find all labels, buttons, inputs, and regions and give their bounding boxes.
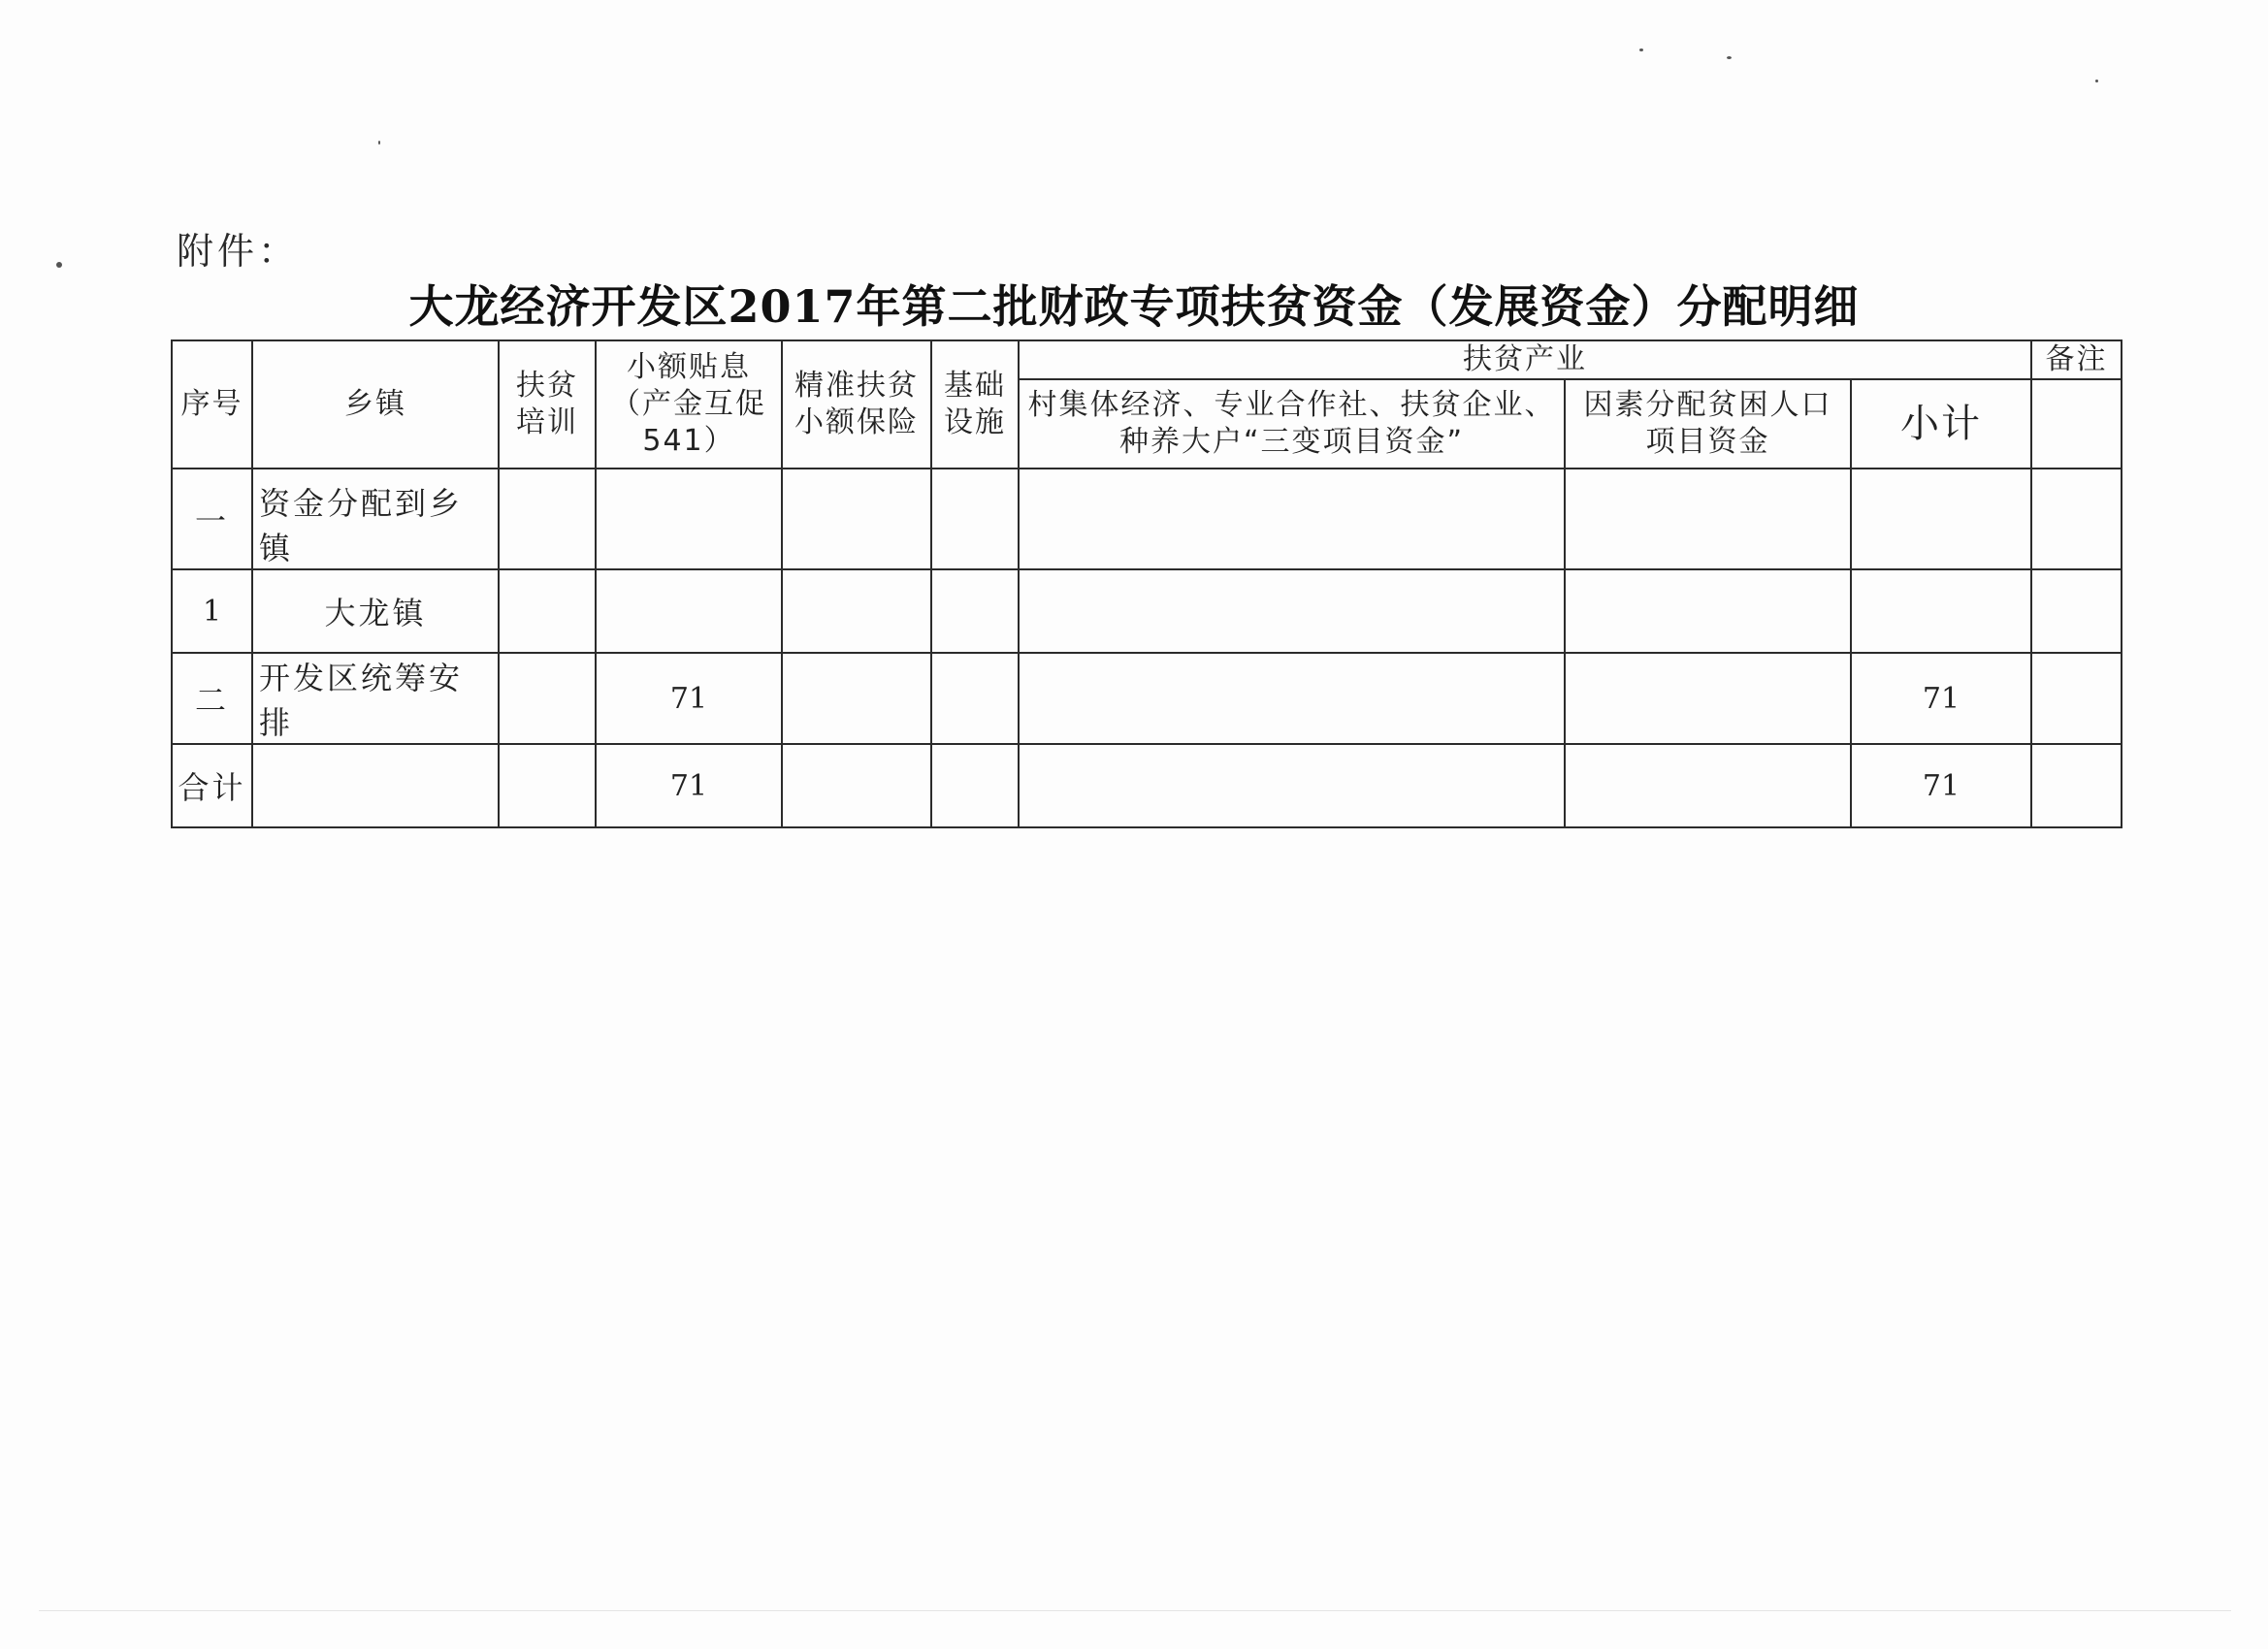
cell-infrastructure [931,653,1019,744]
cell-factor [1565,569,1851,653]
document-title: 大龙经济开发区2017年第二批财政专项扶贫资金（发展资金）分配明细 [408,280,1860,333]
page-edge-line [39,1610,2231,1611]
header-remark: 备注 [2031,340,2122,379]
cell-seq: 一 [172,469,252,569]
table-row [172,653,2122,744]
allocation-table [171,340,2122,828]
cell-town: 大龙镇 [252,569,499,653]
cell-subtotal: 71 [1851,744,2031,827]
header-microloan: 小额贴息（产金互促541） [596,340,782,469]
cell-microloan: 71 [596,653,782,744]
header-insurance: 精准扶贫小额保险 [782,340,931,469]
cell-factor [1565,469,1851,569]
cell-microloan: 71 [596,744,782,827]
cell-insurance [782,469,931,569]
header-infrastructure: 基础设施 [931,340,1019,469]
table-row [172,469,2122,569]
cell-training [499,569,596,653]
header-row-1 [172,340,2122,379]
cell-remark [2031,569,2122,653]
cell-town: 资金分配到乡镇 [252,469,499,569]
cell-town [252,744,499,827]
cell-microloan [596,569,782,653]
cell-village [1019,744,1565,827]
cell-village [1019,569,1565,653]
cell-training [499,653,596,744]
cell-infrastructure [931,569,1019,653]
cell-remark [2031,469,2122,569]
header-training: 扶贫培训 [499,340,596,469]
attachment-label: 附件： [177,230,300,273]
cell-training [499,469,596,569]
header-industry-factor: 因素分配贫困人口项目资金 [1565,379,1851,469]
cell-insurance [782,569,931,653]
cell-factor [1565,744,1851,827]
cell-microloan [596,469,782,569]
cell-remark [2031,744,2122,827]
header-industry-village: 村集体经济、专业合作社、扶贫企业、种养大户“三变项目资金” [1019,379,1565,469]
cell-seq: 合计 [172,744,252,827]
header-industry-group: 扶贫产业 [1019,340,2031,379]
header-remark-blank [2031,379,2122,469]
cell-factor [1565,653,1851,744]
header-town: 乡镇 [252,340,499,469]
cell-seq: 1 [172,569,252,653]
header-seq: 序号 [172,340,252,469]
header-industry-subtotal: 小计 [1851,379,2031,469]
cell-subtotal [1851,469,2031,569]
cell-village [1019,653,1565,744]
cell-subtotal: 71 [1851,653,2031,744]
table-row-total [172,744,2122,827]
cell-town: 开发区统筹安排 [252,653,499,744]
cell-remark [2031,653,2122,744]
table-row [172,569,2122,653]
cell-infrastructure [931,469,1019,569]
cell-infrastructure [931,744,1019,827]
cell-insurance [782,744,931,827]
cell-training [499,744,596,827]
cell-subtotal [1851,569,2031,653]
cell-village [1019,469,1565,569]
allocation-table-container [171,340,2108,828]
cell-insurance [782,653,931,744]
cell-seq: 二 [172,653,252,744]
